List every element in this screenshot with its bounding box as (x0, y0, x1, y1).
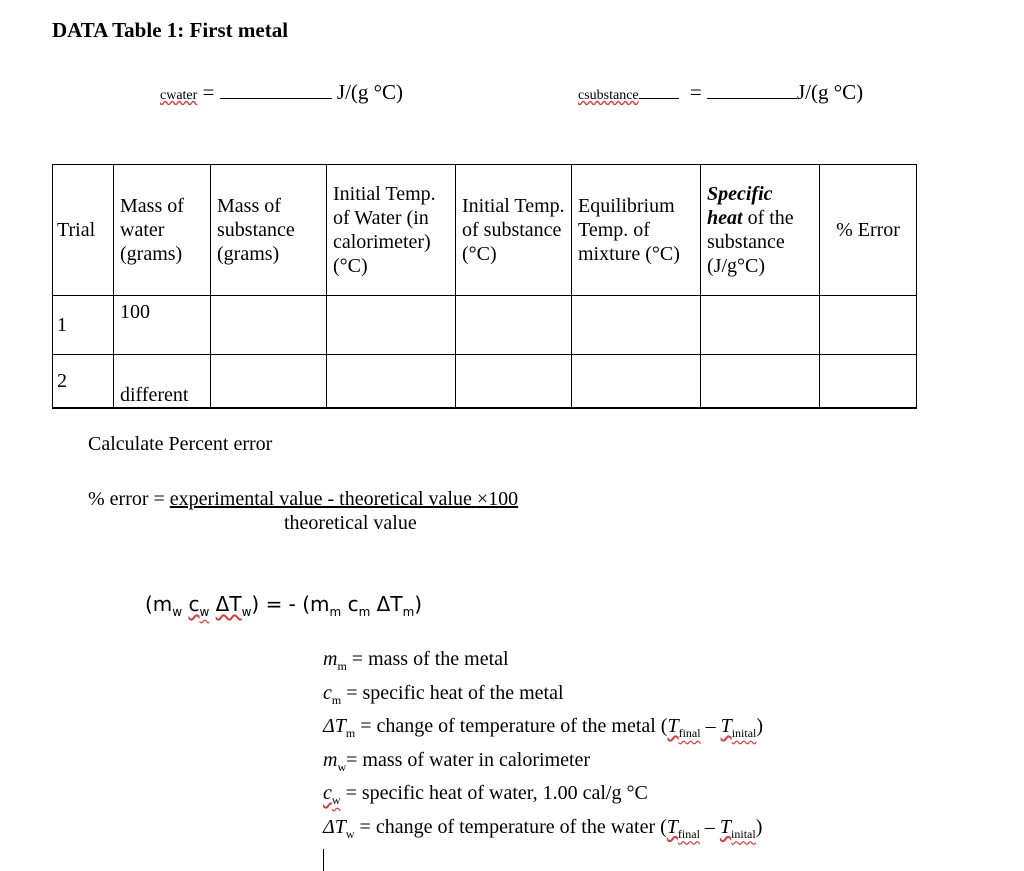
legend-item: $\Delta T_m$ = change of temperature of the metal $(T_{final} - T_{inital})$ (323, 715, 764, 740)
c-substance-label: csubstance (578, 88, 639, 103)
c-substance-unit: J/(g °C) (797, 80, 864, 104)
c-water-equals: = (202, 80, 215, 104)
header-trial: Trial (53, 165, 114, 296)
percent-error-cell[interactable] (820, 296, 917, 355)
specific-heat-cell[interactable] (701, 355, 820, 409)
initial-temp-substance-cell[interactable] (456, 355, 572, 409)
header-equilibrium-temp: Equilibrium Temp. of mixture (°C) (572, 165, 701, 296)
c-water-label: cwater (160, 88, 198, 103)
legend-item: $c_m$ = specific heat of the metal (323, 681, 564, 707)
header-specific-heat (701, 165, 820, 296)
initial-temp-water-cell[interactable] (327, 296, 456, 355)
data-table (52, 164, 917, 409)
c-substance-pre-blank (639, 97, 679, 99)
percent-error-formula (88, 488, 518, 511)
c-substance-line (578, 80, 863, 105)
c-water-unit: J/(g °C) (336, 80, 404, 104)
header-specific-heat-bold: Specific heat (707, 183, 773, 229)
header-percent-error: % Error (820, 165, 917, 296)
header-initial-temp-water: Initial Temp. of Water (in calorimeter) (°C) (327, 165, 456, 296)
document-title: DATA Table 1: First metal (52, 18, 289, 42)
formula-lhs: % error = (88, 488, 170, 510)
mass-water-cell[interactable]: 100 (114, 296, 211, 355)
formula-denominator: theoretical value (284, 512, 417, 534)
table-header-row (53, 165, 917, 296)
mass-substance-cell[interactable] (211, 355, 327, 409)
equilibrium-temp-cell[interactable] (572, 296, 701, 355)
calorimetry-equation: ($m_w$ $c_w$ $\Delta T_w$) = - ($m_m$ $c_m$ $\Delta T_m$) (145, 592, 423, 619)
c-substance-equals: = (689, 80, 702, 104)
c-water-line (160, 80, 403, 105)
calc-heading: Calculate Percent error (88, 433, 273, 455)
text-cursor (323, 849, 324, 871)
trial-cell: 2 (53, 355, 114, 409)
equilibrium-temp-cell[interactable] (572, 355, 701, 409)
percent-error-cell[interactable] (820, 355, 917, 409)
table-row (53, 355, 917, 409)
header-mass-water: Mass of water (grams) (114, 165, 211, 296)
header-specific-heat-rest: of the substance (J/g°C) (707, 207, 794, 277)
header-initial-temp-substance: Initial Temp. of substance (°C) (456, 165, 572, 296)
initial-temp-substance-cell[interactable] (456, 296, 572, 355)
c-water-blank[interactable] (220, 97, 332, 99)
variable-legend (323, 646, 763, 871)
formula-numerator: experimental value - theoretical value ×100 (169, 488, 519, 510)
header-mass-substance: Mass of substance (grams) (211, 165, 327, 296)
legend-item: $m_m$ = mass of the metal (323, 648, 509, 673)
legend-item: $c_w$ = specific heat of water, 1.00 cal/g °C (323, 782, 648, 807)
mass-substance-cell[interactable] (211, 296, 327, 355)
table-row (53, 296, 917, 355)
c-substance-blank[interactable] (707, 97, 797, 99)
trial-cell: 1 (53, 296, 114, 355)
specific-heat-cell[interactable] (701, 296, 820, 355)
initial-temp-water-cell[interactable] (327, 355, 456, 409)
legend-item: $\Delta T_w$ = change of temperature of the water $(T_{final} - T_{inital})$ (323, 815, 763, 841)
legend-item: $m_w=$ mass of water in calorimeter (323, 748, 591, 774)
mass-water-cell[interactable]: different (114, 355, 211, 409)
